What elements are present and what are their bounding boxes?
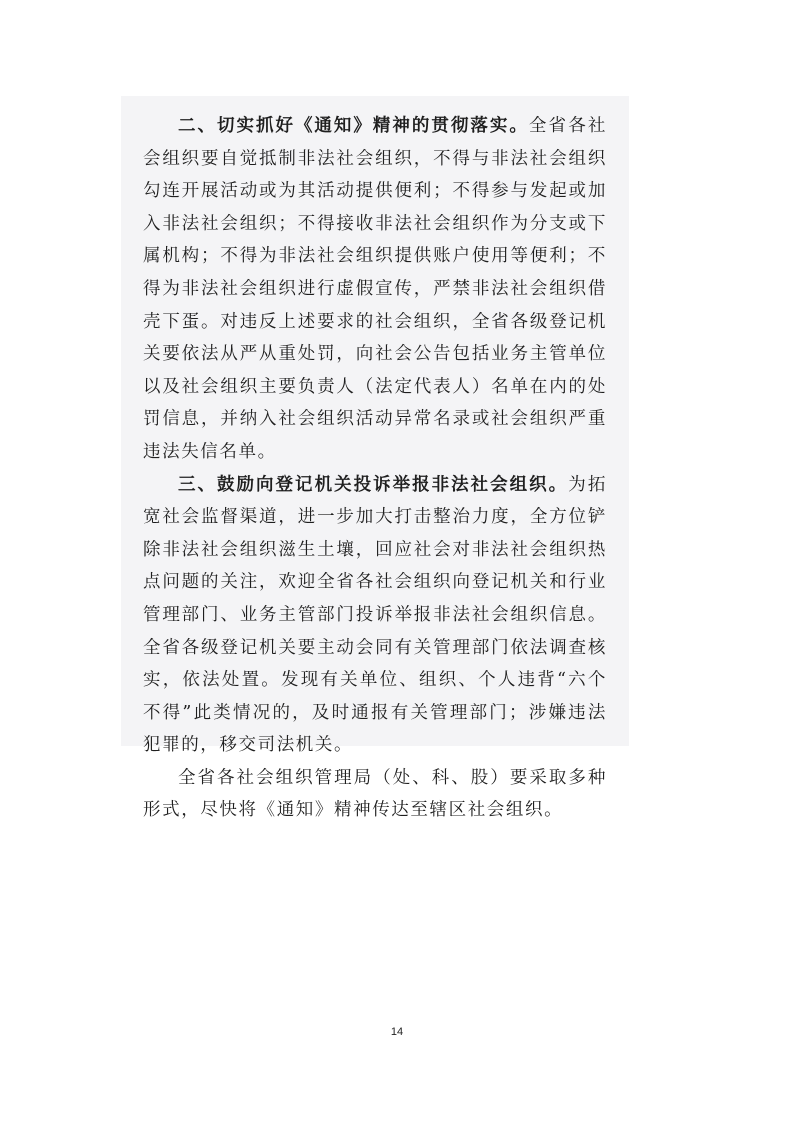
paragraph-reporting (143, 469, 607, 762)
paragraph-implementation (143, 110, 607, 469)
section-heading-2: 二、切实抓好《通知》精神的贯彻落实。 (178, 116, 529, 136)
scanned-document-page (121, 96, 629, 821)
page-number: 14 (390, 1026, 404, 1038)
paragraph-body-closing: 全省各社会组织管理局（处、科、股）要采取多种形式，尽快将《通知》精神传达至辖区社会组织。 (143, 767, 607, 821)
paragraph-body-3: 为拓宽社会监督渠道，进一步加大打击整治力度，全方位铲除非法社会组织滋生土壤，回应社会对非法社会组织热点问题的关注，欢迎全省各社会组织向登记机关和行业管理部门、业务主管部门投诉举报非法社会组织信息。全省各级登记机关要主动会同有关管理部门依法调查核实，依法处置。发现有关单位、组织、个人违背“六个不得”此类情况的，及时通报有关管理部门；涉嫌违法犯罪的，移交司法机关。 (143, 474, 607, 756)
paragraph-body-2: 全省各社会组织要自觉抵制非法社会组织，不得与非法社会组织勾连开展活动或为其活动提供便利；不得参与发起或加入非法社会组织；不得接收非法社会组织作为分支或下属机构；不得为非法社会组织提供账户使用等便利；不得为非法社会组织进行虚假宣传，严禁非法社会组织借壳下蛋。对违反上述要求的社会组织，全省各级登记机关要依法从严从重处罚，向社会公告包括业务主管单位以及社会组织主要负责人（法定代表人）名单在内的处罚信息，并纳入社会组织活动异常名录或社会组织严重违法失信名单。 (143, 116, 607, 462)
paragraph-closing (143, 762, 607, 827)
section-heading-3: 三、鼓励向登记机关投诉举报非法社会组织。 (178, 474, 569, 495)
